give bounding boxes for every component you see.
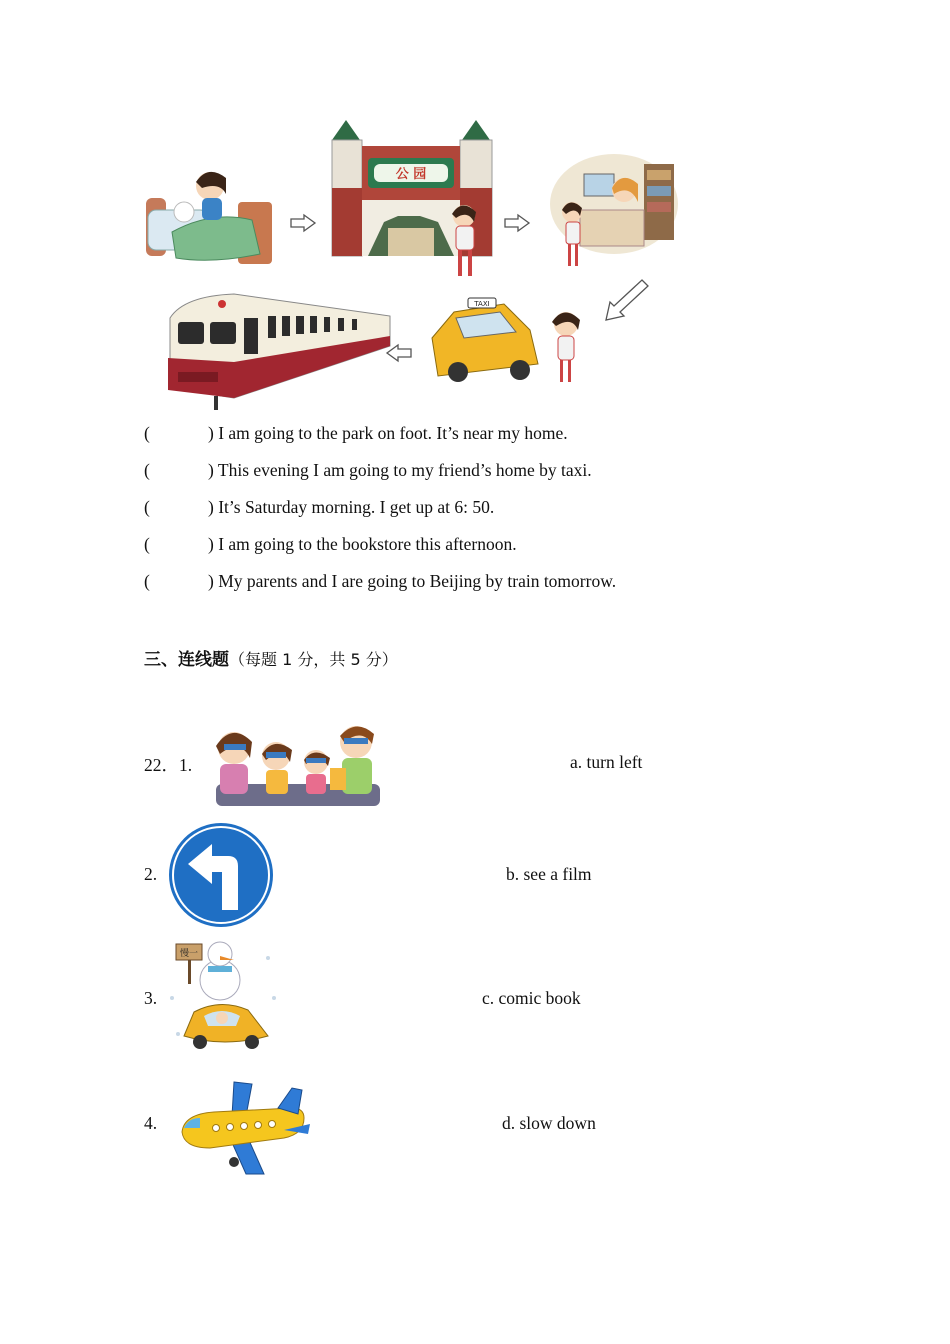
- snowman-car-slow-down-image[interactable]: [164, 938, 284, 1058]
- sentence-4: [144, 534, 517, 555]
- answer-blank[interactable]: (: [144, 460, 150, 480]
- match-number-2: 2.: [144, 864, 158, 884]
- match-option-a[interactable]: a. turn left: [570, 752, 643, 772]
- match-number-3: 3.: [144, 988, 158, 1008]
- girl-getting-up-image: [142, 160, 280, 268]
- answer-blank[interactable]: (: [144, 534, 150, 554]
- section-title: 三、连线题: [144, 650, 229, 670]
- family-watching-film-image[interactable]: [206, 718, 384, 808]
- sentence-2: [144, 460, 592, 481]
- sentence-text: ) I am going to the park on foot. It’s near my home.: [208, 423, 568, 443]
- slow-sign-text: 慢一: [179, 949, 199, 959]
- bookstore-image: [550, 154, 678, 270]
- match-number-4: 4.: [144, 1113, 158, 1133]
- park-sign-text: 公 园: [395, 167, 427, 182]
- answer-blank[interactable]: (: [144, 423, 150, 443]
- taxi-image: [424, 294, 590, 386]
- arrow-left-icon: [386, 344, 412, 362]
- airplane-image[interactable]: [174, 1078, 314, 1178]
- sentence-text: ) My parents and I are going to Beijing by train tomorrow.: [208, 571, 617, 591]
- match-option-c[interactable]: c. comic book: [482, 988, 581, 1008]
- sentence-1: [144, 423, 568, 444]
- sentence-text: ) It’s Saturday morning. I get up at 6: 50.: [208, 497, 495, 517]
- sentence-text: ) I am going to the bookstore this afternoon.: [208, 534, 517, 554]
- park-gate-image: [328, 118, 496, 286]
- turn-left-sign-icon[interactable]: [168, 822, 274, 928]
- answer-blank[interactable]: (: [144, 497, 150, 517]
- match-number-1: 22．1.: [144, 755, 193, 775]
- answer-blank[interactable]: (: [144, 571, 150, 591]
- train-image: [164, 292, 392, 410]
- match-option-b[interactable]: b. see a film: [506, 864, 592, 884]
- arrow-down-left-icon: [604, 280, 648, 322]
- section-points-note: （每题 1 分，共 5 分）: [229, 650, 398, 669]
- sentence-5: [144, 571, 616, 592]
- taxi-sign-text: TAXI: [474, 300, 490, 308]
- sentence-text: ) This evening I am going to my friend’s home by taxi.: [208, 460, 592, 480]
- section-heading: [144, 645, 398, 670]
- arrow-right-icon: [290, 214, 316, 232]
- match-option-d[interactable]: d. slow down: [502, 1113, 596, 1133]
- sentence-3: [144, 497, 494, 518]
- arrow-right-icon: [504, 214, 530, 232]
